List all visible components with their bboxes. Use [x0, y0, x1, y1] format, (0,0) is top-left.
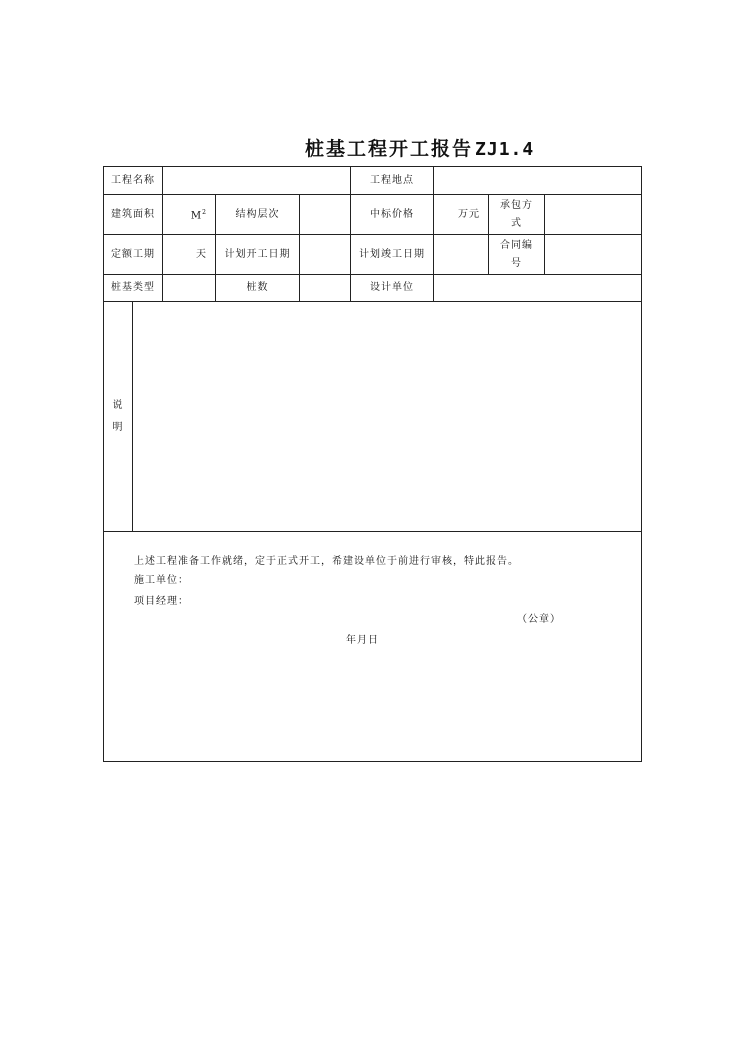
project-name-field[interactable]: [163, 167, 351, 195]
contract-type-field[interactable]: [545, 195, 642, 235]
description-label-cell: [104, 302, 133, 532]
row-period: [104, 235, 642, 275]
plan-start-field[interactable]: [300, 235, 351, 275]
description-field[interactable]: [133, 302, 642, 532]
form-code: ZJ1.4: [475, 139, 535, 160]
row-area: [104, 195, 642, 235]
row-project: [104, 167, 642, 195]
contract-no-label: 合同编号: [500, 239, 534, 269]
building-area-field[interactable]: [163, 195, 216, 235]
quota-period-field[interactable]: [163, 235, 216, 275]
design-unit-field[interactable]: [434, 275, 642, 302]
plan-finish-label: 计划竣工日期: [351, 235, 434, 275]
contract-no-field[interactable]: [545, 235, 642, 275]
row-description: [104, 302, 642, 532]
project-manager-label[interactable]: 项目经理：: [134, 596, 189, 607]
bid-price-unit: 万元: [458, 208, 481, 220]
pile-type-label: 桩基类型: [104, 275, 163, 302]
report-form: [103, 166, 642, 762]
pile-type-field[interactable]: [163, 275, 216, 302]
structure-floors-label: 结构层次: [216, 195, 300, 235]
building-area-label: 建筑面积: [104, 195, 163, 235]
row-notice: [104, 532, 642, 762]
area-unit: M: [190, 210, 203, 222]
area-unit-superscript: 2: [202, 208, 207, 216]
date-label: 年月日: [346, 635, 379, 646]
page-title: [305, 134, 534, 161]
row-pile: [104, 275, 642, 302]
project-name-label: 工程名称: [104, 167, 163, 195]
contract-type-label-cell: [489, 195, 545, 235]
notice-statement: 上述工程准备工作就绪，定于正式开工，希建设单位于前进行审核，特此报告。: [134, 556, 519, 567]
design-unit-label: 设计单位: [351, 275, 434, 302]
notice-area: [104, 532, 642, 762]
bid-price-field[interactable]: [434, 195, 489, 235]
contract-type-label: 承包方式: [500, 199, 534, 229]
title-text: 桩基工程开工报告: [305, 138, 474, 160]
quota-period-label: 定额工期: [104, 235, 163, 275]
plan-start-label: 计划开工日期: [216, 235, 300, 275]
pile-count-field[interactable]: [300, 275, 351, 302]
project-location-label: 工程地点: [351, 167, 434, 195]
contract-no-label-cell: [489, 235, 545, 275]
project-location-field[interactable]: [434, 167, 642, 195]
bid-price-label: 中标价格: [351, 195, 434, 235]
quota-period-unit: 天: [196, 248, 207, 260]
description-label: 说明: [112, 399, 124, 433]
plan-finish-field[interactable]: [434, 235, 489, 275]
construction-unit-label[interactable]: 施工单位：: [134, 575, 189, 586]
structure-floors-field[interactable]: [300, 195, 351, 235]
pile-count-label: 桩数: [216, 275, 300, 302]
seal-label: （公章）: [517, 614, 562, 625]
